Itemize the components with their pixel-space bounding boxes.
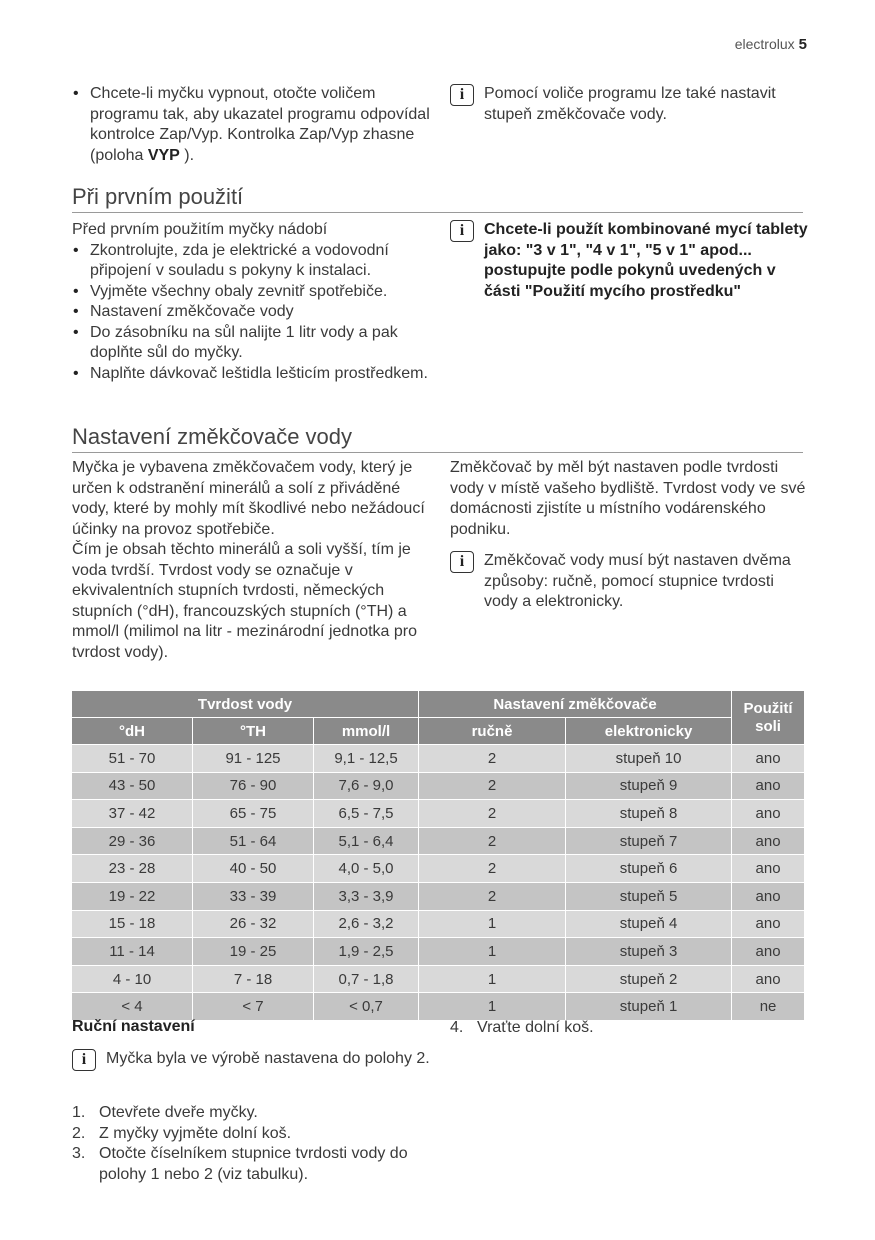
table-cell: 26 - 32 (193, 910, 314, 938)
table-cell: 76 - 90 (193, 772, 314, 800)
table-cell: stupeň 5 (566, 882, 732, 910)
table-cell: 2 (419, 855, 566, 883)
table-cell: 51 - 70 (72, 745, 193, 773)
paragraph: Změkčovač by měl být nastaven podle tvrdosti vody v místě vašeho bydliště. Tvrdost vody ve své domácnosti zjistíte u místního vodárenského podniku. (450, 459, 806, 538)
list-item: 1. Otevřete dveře myčky. (72, 1104, 258, 1121)
table-cell: 5,1 - 6,4 (314, 827, 419, 855)
table-cell: < 7 (193, 993, 314, 1021)
table-cell: 2 (419, 882, 566, 910)
header-electronic: elektronicky (566, 718, 732, 745)
list-item: • Do zásobníku na sůl nalijte 1 litr vody a pak doplňte sůl do myčky. (72, 323, 434, 364)
table-cell: 4,0 - 5,0 (314, 855, 419, 883)
header-mmol: mmol/l (314, 718, 419, 745)
table-row (72, 745, 805, 773)
table-row (72, 772, 805, 800)
table-cell: stupeň 1 (566, 993, 732, 1021)
table-cell: 3,3 - 3,9 (314, 882, 419, 910)
table-row (72, 993, 805, 1021)
section-title-first-use: Při prvním použití (72, 184, 244, 209)
combi-tablets-note (450, 220, 808, 302)
table-cell: ano (732, 800, 805, 828)
table-cell: 2 (419, 745, 566, 773)
table-cell: 1 (419, 965, 566, 993)
table-cell: ano (732, 772, 805, 800)
header-water-hardness: Tvrdost vody (72, 691, 419, 718)
table-cell: 1 (419, 938, 566, 966)
table-cell: 2,6 - 3,2 (314, 910, 419, 938)
list-item: • Nastavení změkčovače vody (72, 302, 434, 323)
manual-setting-title: Ruční nastavení (72, 1018, 195, 1035)
info-icon: i (450, 551, 474, 573)
table-cell: 4 - 10 (72, 965, 193, 993)
table-cell: 19 - 22 (72, 882, 193, 910)
table-cell: 37 - 42 (72, 800, 193, 828)
table-cell: 33 - 39 (193, 882, 314, 910)
header-th: °TH (193, 718, 314, 745)
list-item: 3. Otočte číselníkem stupnice tvrdosti vody do polohy 1 nebo 2 (viz tabulku). (72, 1145, 408, 1183)
table-cell: 1 (419, 993, 566, 1021)
manual-steps-left (72, 1103, 434, 1185)
first-use-intro: Před prvním použitím myčky nádobí (72, 221, 328, 238)
top-bullet-block (72, 84, 432, 166)
header-softener-setting: Nastavení změkčovače (419, 691, 732, 718)
table-cell: ano (732, 882, 805, 910)
softener-right-text (450, 458, 808, 613)
divider (72, 212, 803, 213)
first-use-left (72, 220, 434, 384)
table-cell: 0,7 - 1,8 (314, 965, 419, 993)
table-cell: ano (732, 965, 805, 993)
info-icon: i (450, 220, 474, 242)
table-cell: ne (732, 993, 805, 1021)
info-icon: i (72, 1049, 96, 1071)
table-cell: stupeň 6 (566, 855, 732, 883)
table-cell: 40 - 50 (193, 855, 314, 883)
table-cell: stupeň 8 (566, 800, 732, 828)
table-row (72, 938, 805, 966)
table-cell: ano (732, 827, 805, 855)
table-cell: ano (732, 938, 805, 966)
list-item: • Vyjměte všechny obaly zevnitř spotřebiče. (72, 282, 434, 303)
note-text: Pomocí voliče programu lze také nastavit stupeň změkčovače vody. (484, 85, 776, 123)
table-cell: < 0,7 (314, 993, 419, 1021)
info-icon: i (450, 84, 474, 106)
table-row (72, 855, 805, 883)
note-text: Myčka byla ve výrobě nastavena do polohy 2. (106, 1050, 430, 1067)
paragraph: Myčka je vybavena změkčovačem vody, který je určen k odstranění minerálů a solí z přiváděné vody, které by mohly mít škodlivé nebo nežádoucí účinky na provoz spotřebiče. (72, 459, 425, 538)
list-item: 4. Vraťte dolní koš. (450, 1019, 594, 1036)
table-cell: 23 - 28 (72, 855, 193, 883)
list-item: 2. Z myčky vyjměte dolní koš. (72, 1124, 292, 1142)
table-row (72, 965, 805, 993)
table-cell: 15 - 18 (72, 910, 193, 938)
table-cell: stupeň 2 (566, 965, 732, 993)
table-cell: 11 - 14 (72, 938, 193, 966)
table-cell: 29 - 36 (72, 827, 193, 855)
table-cell: stupeň 4 (566, 910, 732, 938)
table-cell: < 4 (72, 993, 193, 1021)
header-salt-use: Použití soli (732, 691, 805, 745)
table-cell: ano (732, 855, 805, 883)
paragraph: Čím je obsah těchto minerálů a soli vyšší, tím je voda tvrdší. Tvrdost vody se označuje v ekvivalentních stupních tvrdosti, německých stupních (°dH), francouzských stupních (°TH) a mmol/l (milimol na litr - mezinárodní jednotka pro tvrdost vody). (72, 541, 417, 661)
table-cell: 19 - 25 (193, 938, 314, 966)
table-cell: 2 (419, 772, 566, 800)
table-row (72, 910, 805, 938)
page-number: 5 (798, 36, 807, 53)
manual-note (72, 1049, 432, 1071)
table-cell: 7 - 18 (193, 965, 314, 993)
table-cell: 65 - 75 (193, 800, 314, 828)
table-cell: ano (732, 910, 805, 938)
table-cell: 91 - 125 (193, 745, 314, 773)
note-text: Chcete-li použít kombinované mycí tablety jako: "3 v 1", "4 v 1", "5 v 1" apod... postupujte podle pokynů uvedených v části "Použití mycího prostředku" (484, 221, 808, 300)
table-cell: 1,9 - 2,5 (314, 938, 419, 966)
table-cell: 6,5 - 7,5 (314, 800, 419, 828)
divider (72, 452, 803, 453)
table-cell: 2 (419, 800, 566, 828)
list-item: • Naplňte dávkovač leštidla lešticím prostředkem. (72, 364, 434, 385)
table-cell: stupeň 7 (566, 827, 732, 855)
page-header (735, 36, 807, 53)
water-hardness-table (71, 690, 805, 1021)
table-cell: 7,6 - 9,0 (314, 772, 419, 800)
note-text: Změkčovač vody musí být nastaven dvěma způsoby: ručně, pomocí stupnice tvrdosti vody a elektronicky. (484, 552, 791, 610)
table-cell: 1 (419, 910, 566, 938)
table-cell: 43 - 50 (72, 772, 193, 800)
list-item: • Zkontrolujte, zda je elektrické a vodovodní připojení v souladu s pokyny k instalaci. (72, 241, 434, 282)
list-item: • Chcete-li myčku vypnout, otočte voličem programu tak, aby ukazatel programu odpovídal kontrolce Zap/Vyp. Kontrolka Zap/Vyp zhasne (poloha VYP ). (72, 84, 432, 166)
brand-name: electrolux (734, 36, 795, 52)
table-cell: stupeň 9 (566, 772, 732, 800)
table-cell: stupeň 3 (566, 938, 732, 966)
table-cell: stupeň 10 (566, 745, 732, 773)
softener-left-text (72, 458, 434, 663)
softener-note (450, 551, 808, 613)
table-cell: 2 (419, 827, 566, 855)
table-cell: ano (732, 745, 805, 773)
header-manual: ručně (419, 718, 566, 745)
manual-steps-right (450, 1018, 808, 1039)
table-cell: 51 - 64 (193, 827, 314, 855)
section-title-softener: Nastavení změkčovače vody (72, 424, 353, 449)
table-row (72, 827, 805, 855)
header-dh: °dH (72, 718, 193, 745)
top-note (450, 84, 808, 125)
table-cell: 9,1 - 12,5 (314, 745, 419, 773)
table-row (72, 882, 805, 910)
table-body (72, 745, 805, 1021)
table-row (72, 800, 805, 828)
